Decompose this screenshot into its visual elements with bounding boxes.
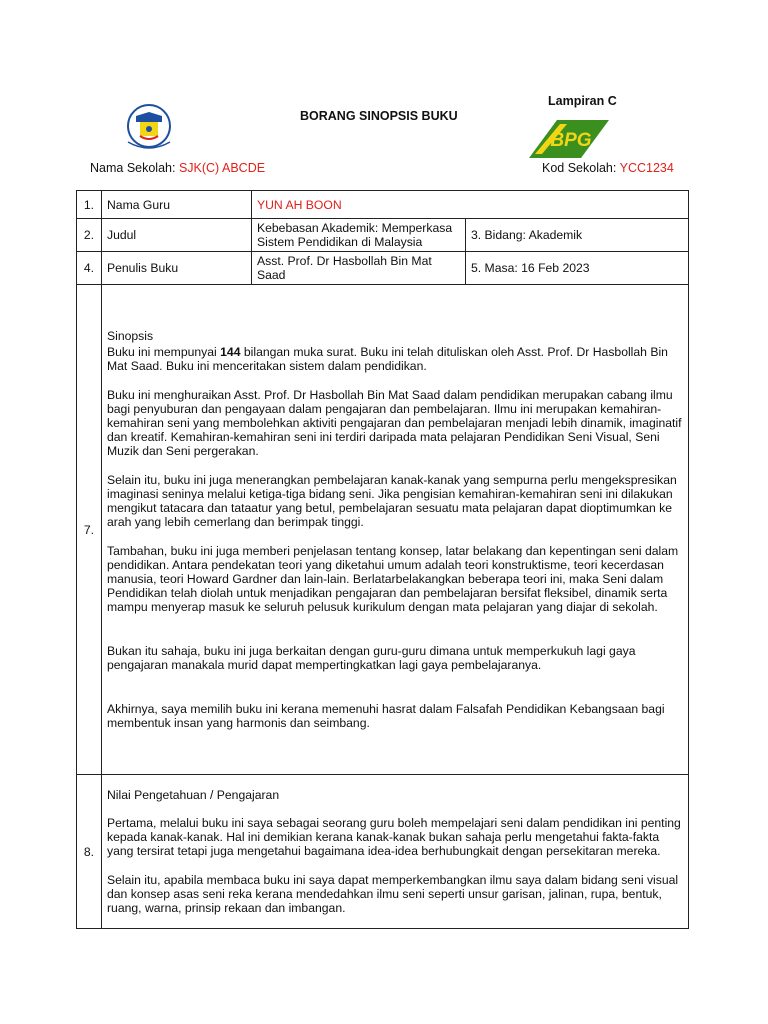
synopsis-form-table	[76, 190, 689, 929]
synopsis-paragraph	[107, 345, 683, 373]
row-label: Penulis Buku	[102, 252, 252, 285]
form-title: BORANG SINOPSIS BUKU	[300, 109, 458, 123]
table-row	[77, 252, 689, 285]
school-code-field	[542, 161, 674, 175]
page-count: 144	[220, 345, 241, 359]
table-row	[77, 285, 689, 775]
school-code-value: YCC1234	[619, 161, 674, 175]
teacher-name-value: YUN AH BOON	[252, 191, 689, 219]
row-number: 8.	[77, 775, 102, 929]
row-number: 1.	[77, 191, 102, 219]
date-value: 5. Masa: 16 Feb 2023	[466, 252, 689, 285]
knowledge-heading: Nilai Pengetahuan / Pengajaran	[107, 788, 280, 802]
field-value: 3. Bidang: Akademik	[466, 219, 689, 252]
bpg-logo-text: BPG	[550, 130, 592, 151]
school-name-label: Nama Sekolah:	[90, 161, 179, 175]
ministry-crest-logo	[118, 102, 180, 152]
synopsis-heading: Sinopsis	[107, 329, 154, 343]
row-number: 7.	[77, 285, 102, 775]
synopsis-paragraph: Bukan itu sahaja, buku ini juga berkaitan dengan guru-guru dimana untuk memperkukuh lagi gaya pengajaran manakala murid dapat mempertingkatkan lagi gaya pembelajaranya.	[107, 644, 636, 672]
knowledge-value-cell	[102, 775, 689, 929]
book-title-value: Kebebasan Akademik: Memperkasa Sistem Pendidikan di Malaysia	[252, 219, 466, 252]
synopsis-paragraph: Selain itu, buku ini juga menerangkan pembelajaran kanak-kanak yang sempurna perlu mengekspresikan imaginasi seninya melalui ketiga-tiga bidang seni. Jika pengisian kemahiran-kemahiran seni ini dilakukan mengikut tatacara dan tataatur yang betul, pembelajaran sesuatu mata pelajaran dapat dioptimumkan ke arah yang lebih cemerlang dan berimpak tinggi.	[107, 473, 677, 529]
knowledge-paragraph: Pertama, melalui buku ini saya sebagai seorang guru boleh mempelajari seni dalam pendidikan ini penting kepada kanak-kanak. Hal ini demikian kerana kanak-kanak bukan sahaja perlu mengetahui fakta-fakta yang tersirat tetapi juga mengetahui bagaimana idea-idea berhubungkait dengan persekitaran mereka.	[107, 816, 681, 858]
synopsis-paragraph: Buku ini menghuraikan Asst. Prof. Dr Hasbollah Bin Mat Saad dalam pendidikan merupakan cabang ilmu bagi penyuburan dan pengayaan dalam pengajaran dan pembelajaran. Ilmu ini merupakan kemahiran-kemahiran seni yang membolehkan aktiviti pengajaran dan pembelajaran menjadi lebih dinamik, imaginatif dan kreatif. Kemahiran-kemahiran seni ini terdiri daripada mata pelajaran Pendidikan Seni Visual, Seni Muzik dan Seni pergerakan.	[107, 388, 682, 458]
synopsis-text: Buku ini mempunyai	[107, 345, 221, 359]
table-row	[77, 775, 689, 929]
synopsis-cell	[102, 285, 689, 775]
table-row	[77, 191, 689, 219]
knowledge-paragraph: Selain itu, apabila membaca buku ini saya dapat memperkembangkan ilmu saya dalam bidang seni visual dan konsep asas seni reka kerana mendedahkan ilmu seni seperti unsur garisan, jalinan, rupa, bentuk, ruang, warna, prinsip rekaan dan imbangan.	[107, 873, 679, 915]
school-name-value: SJK(C) ABCDE	[178, 161, 266, 175]
row-label: Judul	[102, 219, 252, 252]
row-number: 2.	[77, 219, 102, 252]
author-value: Asst. Prof. Dr Hasbollah Bin Mat Saad	[252, 252, 466, 285]
bpg-logo	[527, 118, 611, 160]
synopsis-paragraph: Akhirnya, saya memilih buku ini kerana memenuhi hasrat dalam Falsafah Pendidikan Kebangsaan bagi membentuk insan yang harmonis dan seimbang.	[107, 702, 665, 730]
synopsis-paragraph: Tambahan, buku ini juga memberi penjelasan tentang konsep, latar belakang dan kepentingan seni dalam pendidikan. Antara pendekatan teori yang diketahui umum adalah teori konstruktisme, teori kecerdasan manusia, teori Howard Gardner dan lain-lain. Berlatarbelakangkan beberapa teori ini, maka Seni dalam Pendidikan telah diolah untuk menjadikan pengajaran dan pembelajaran bersifat fleksibel, dinamik serta mampu menyerap masuk ke seluruh pelusuk kurikulum dengan mata pelajaran yang diajar di sekolah.	[107, 544, 679, 614]
school-code-label: Kod Sekolah:	[542, 161, 620, 175]
table-row	[77, 219, 689, 252]
appendix-label: Lampiran C	[548, 94, 617, 108]
row-label: Nama Guru	[102, 191, 252, 219]
school-name-field	[90, 161, 265, 175]
synopsis-text: bilangan muka surat. Buku ini telah dituliskan oleh Asst. Prof. Dr Hasbollah Bin Mat Saad. Buku ini menceritakan sistem dalam pendidikan.	[107, 345, 668, 373]
row-number: 4.	[77, 252, 102, 285]
